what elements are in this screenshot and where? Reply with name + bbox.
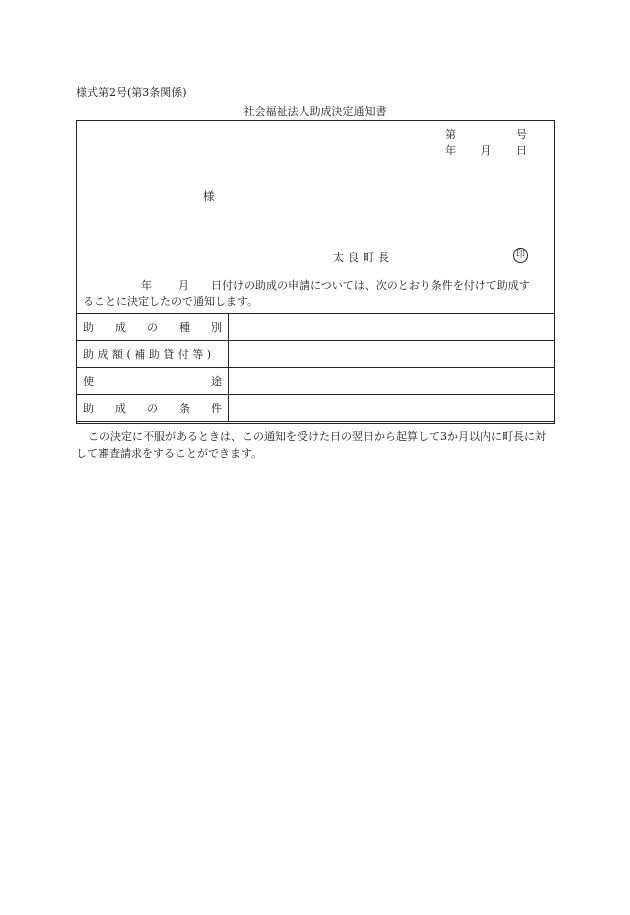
date-year: 年 <box>445 144 456 157</box>
value-usage[interactable] <box>229 368 555 395</box>
value-subsidy-type[interactable] <box>229 314 555 341</box>
notice-frame <box>76 120 555 424</box>
label-usage: 使 途 <box>77 368 229 395</box>
value-subsidy-amount[interactable] <box>229 341 555 368</box>
number-suffix: 号 <box>516 128 527 141</box>
body-text-line1: 日付けの助成の申請については、次のとおり条件を付けて助成す <box>211 279 530 292</box>
table-row <box>77 395 555 422</box>
addressee-honorific: 様 <box>203 189 215 203</box>
document-title: 社会福祉法人助成決定通知書 <box>243 105 387 118</box>
body-year: 年 <box>141 279 152 292</box>
label-conditions: 助 成 の 条 件 <box>77 395 229 422</box>
sender-name: 太良町長 <box>333 251 393 264</box>
document-number <box>445 126 527 142</box>
notice-body <box>83 278 553 310</box>
seal-mark: 印 <box>513 248 528 263</box>
notice-body-line1 <box>83 278 553 294</box>
table-row <box>77 368 555 395</box>
table-row <box>77 341 555 368</box>
value-conditions[interactable] <box>229 395 555 422</box>
appeal-note-text: この決定に不服があるときは、この通知を受けた日の翌日から起算して3か月以内に町長に対して審査請求をすることができます。 <box>76 430 546 460</box>
appeal-note <box>76 428 556 462</box>
form-label: 様式第2号(第3条関係) <box>76 86 187 99</box>
label-subsidy-type: 助 成 の 種 別 <box>77 314 229 341</box>
date-day: 日 <box>516 144 527 157</box>
detail-table <box>76 313 555 422</box>
number-prefix: 第 <box>445 128 456 141</box>
date-month: 月 <box>480 144 492 157</box>
body-month: 月 <box>178 279 189 292</box>
body-text-line2: ることに決定したので通知します。 <box>83 295 259 308</box>
issue-date <box>445 142 527 158</box>
label-subsidy-amount: 助成額(補助貸付等) <box>77 341 229 368</box>
table-row <box>77 314 555 341</box>
